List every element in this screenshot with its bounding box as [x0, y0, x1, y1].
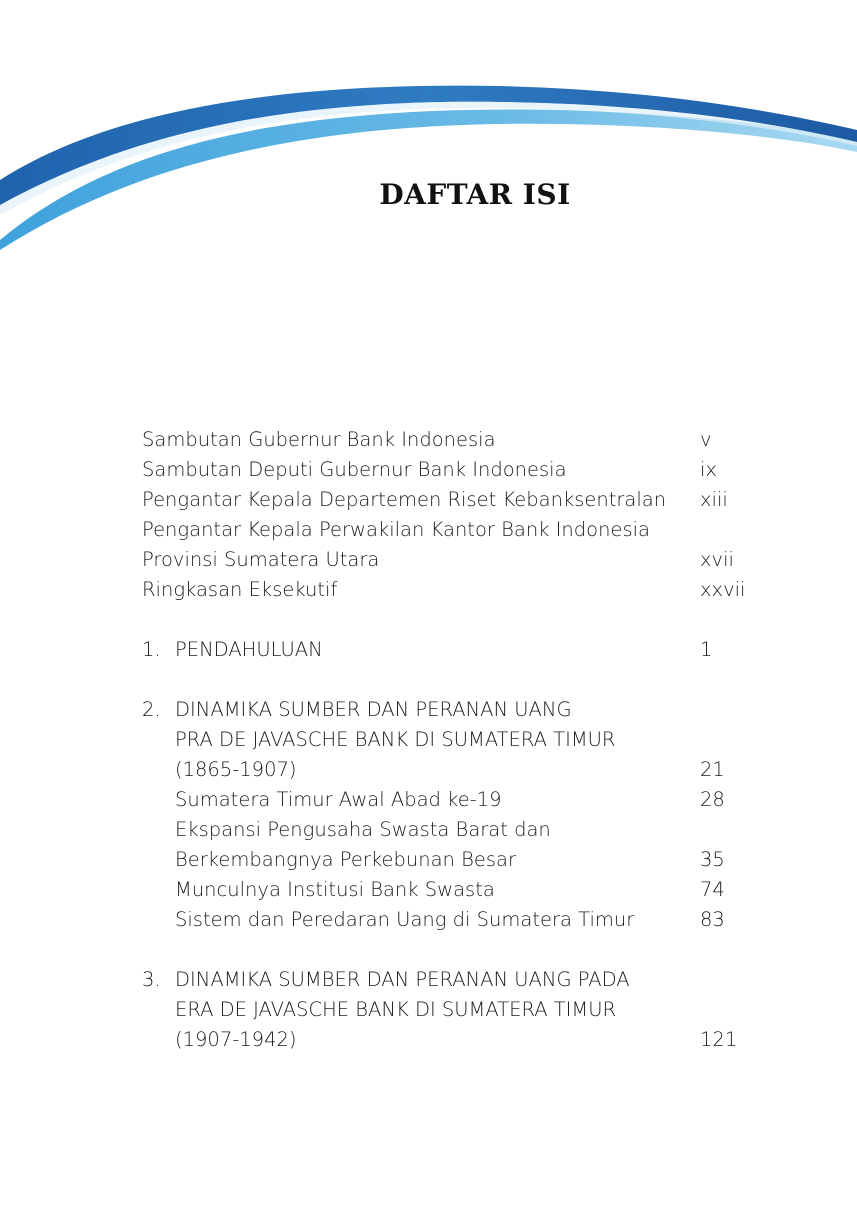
toc-entry[interactable] — [142, 425, 762, 455]
toc-section[interactable] — [142, 845, 762, 875]
toc-entry-label: Provinsi Sumatera Utara — [142, 548, 380, 571]
toc-chapter-2-line[interactable] — [142, 725, 762, 755]
section-label: Munculnya Institusi Bank Swasta — [175, 878, 495, 901]
chapter-title-line: ERA DE JAVASCHE BANK DI SUMATERA TIMUR — [175, 998, 617, 1021]
toc-chapter-2[interactable] — [142, 695, 762, 725]
section-page: 83 — [700, 908, 725, 931]
chapter-page: 1 — [700, 638, 713, 661]
section-page: 28 — [700, 788, 725, 811]
chapter-title-line: (1865-1907) — [175, 758, 297, 781]
toc-entry-page: xvii — [700, 548, 734, 571]
toc-section[interactable] — [142, 905, 762, 935]
chapter-number: 1. — [142, 638, 161, 661]
section-page: 74 — [700, 878, 725, 901]
page-title: DAFTAR ISI — [379, 178, 571, 211]
chapter-title-line: DINAMIKA SUMBER DAN PERANAN UANG — [175, 698, 572, 721]
chapter-title-line: (1907-1942) — [175, 1028, 297, 1051]
spacer — [142, 935, 762, 965]
toc-entry[interactable] — [142, 485, 762, 515]
toc-entry[interactable] — [142, 515, 762, 545]
chapter-title: PENDAHULUAN — [175, 638, 323, 661]
toc-section[interactable] — [142, 815, 762, 845]
section-label: Sumatera Timur Awal Abad ke-19 — [175, 788, 502, 811]
spacer — [142, 665, 762, 695]
header-swoosh-decoration — [0, 0, 857, 260]
toc-chapter-2-line[interactable] — [142, 755, 762, 785]
section-page: 35 — [700, 848, 725, 871]
toc-entry-label: Sambutan Deputi Gubernur Bank Indonesia — [142, 458, 567, 481]
chapter-title-line: DINAMIKA SUMBER DAN PERANAN UANG PADA — [175, 968, 630, 991]
toc-entry-page: xiii — [700, 488, 728, 511]
toc-chapter-1[interactable] — [142, 635, 762, 665]
section-label: Sistem dan Peredaran Uang di Sumatera Timur — [175, 908, 635, 931]
toc-entry-page: xxvii — [700, 578, 746, 601]
spacer — [142, 605, 762, 635]
toc-entry-label: Pengantar Kepala Perwakilan Kantor Bank Indonesia — [142, 518, 650, 541]
toc-entry[interactable] — [142, 455, 762, 485]
toc-chapter-3-line[interactable] — [142, 995, 762, 1025]
section-label: Berkembangnya Perkebunan Besar — [175, 848, 516, 871]
toc-section[interactable] — [142, 875, 762, 905]
toc-entry-label: Ringkasan Eksekutif — [142, 578, 338, 601]
chapter-number: 2. — [142, 698, 161, 721]
toc-entry-page: v — [700, 428, 712, 451]
toc-chapter-3[interactable] — [142, 965, 762, 995]
toc-entry-label: Pengantar Kepala Departemen Riset Kebanksentralan — [142, 488, 667, 511]
toc-chapter-3-line[interactable] — [142, 1025, 762, 1055]
table-of-contents — [142, 425, 762, 1055]
toc-section[interactable] — [142, 785, 762, 815]
toc-entry[interactable] — [142, 545, 762, 575]
toc-entry-label: Sambutan Gubernur Bank Indonesia — [142, 428, 496, 451]
chapter-page: 121 — [700, 1028, 738, 1051]
toc-entry[interactable] — [142, 575, 762, 605]
chapter-number: 3. — [142, 968, 161, 991]
section-label: Ekspansi Pengusaha Swasta Barat dan — [175, 818, 551, 841]
chapter-page: 21 — [700, 758, 725, 781]
toc-entry-page: ix — [700, 458, 717, 481]
chapter-title-line: PRA DE JAVASCHE BANK DI SUMATERA TIMUR — [175, 728, 616, 751]
